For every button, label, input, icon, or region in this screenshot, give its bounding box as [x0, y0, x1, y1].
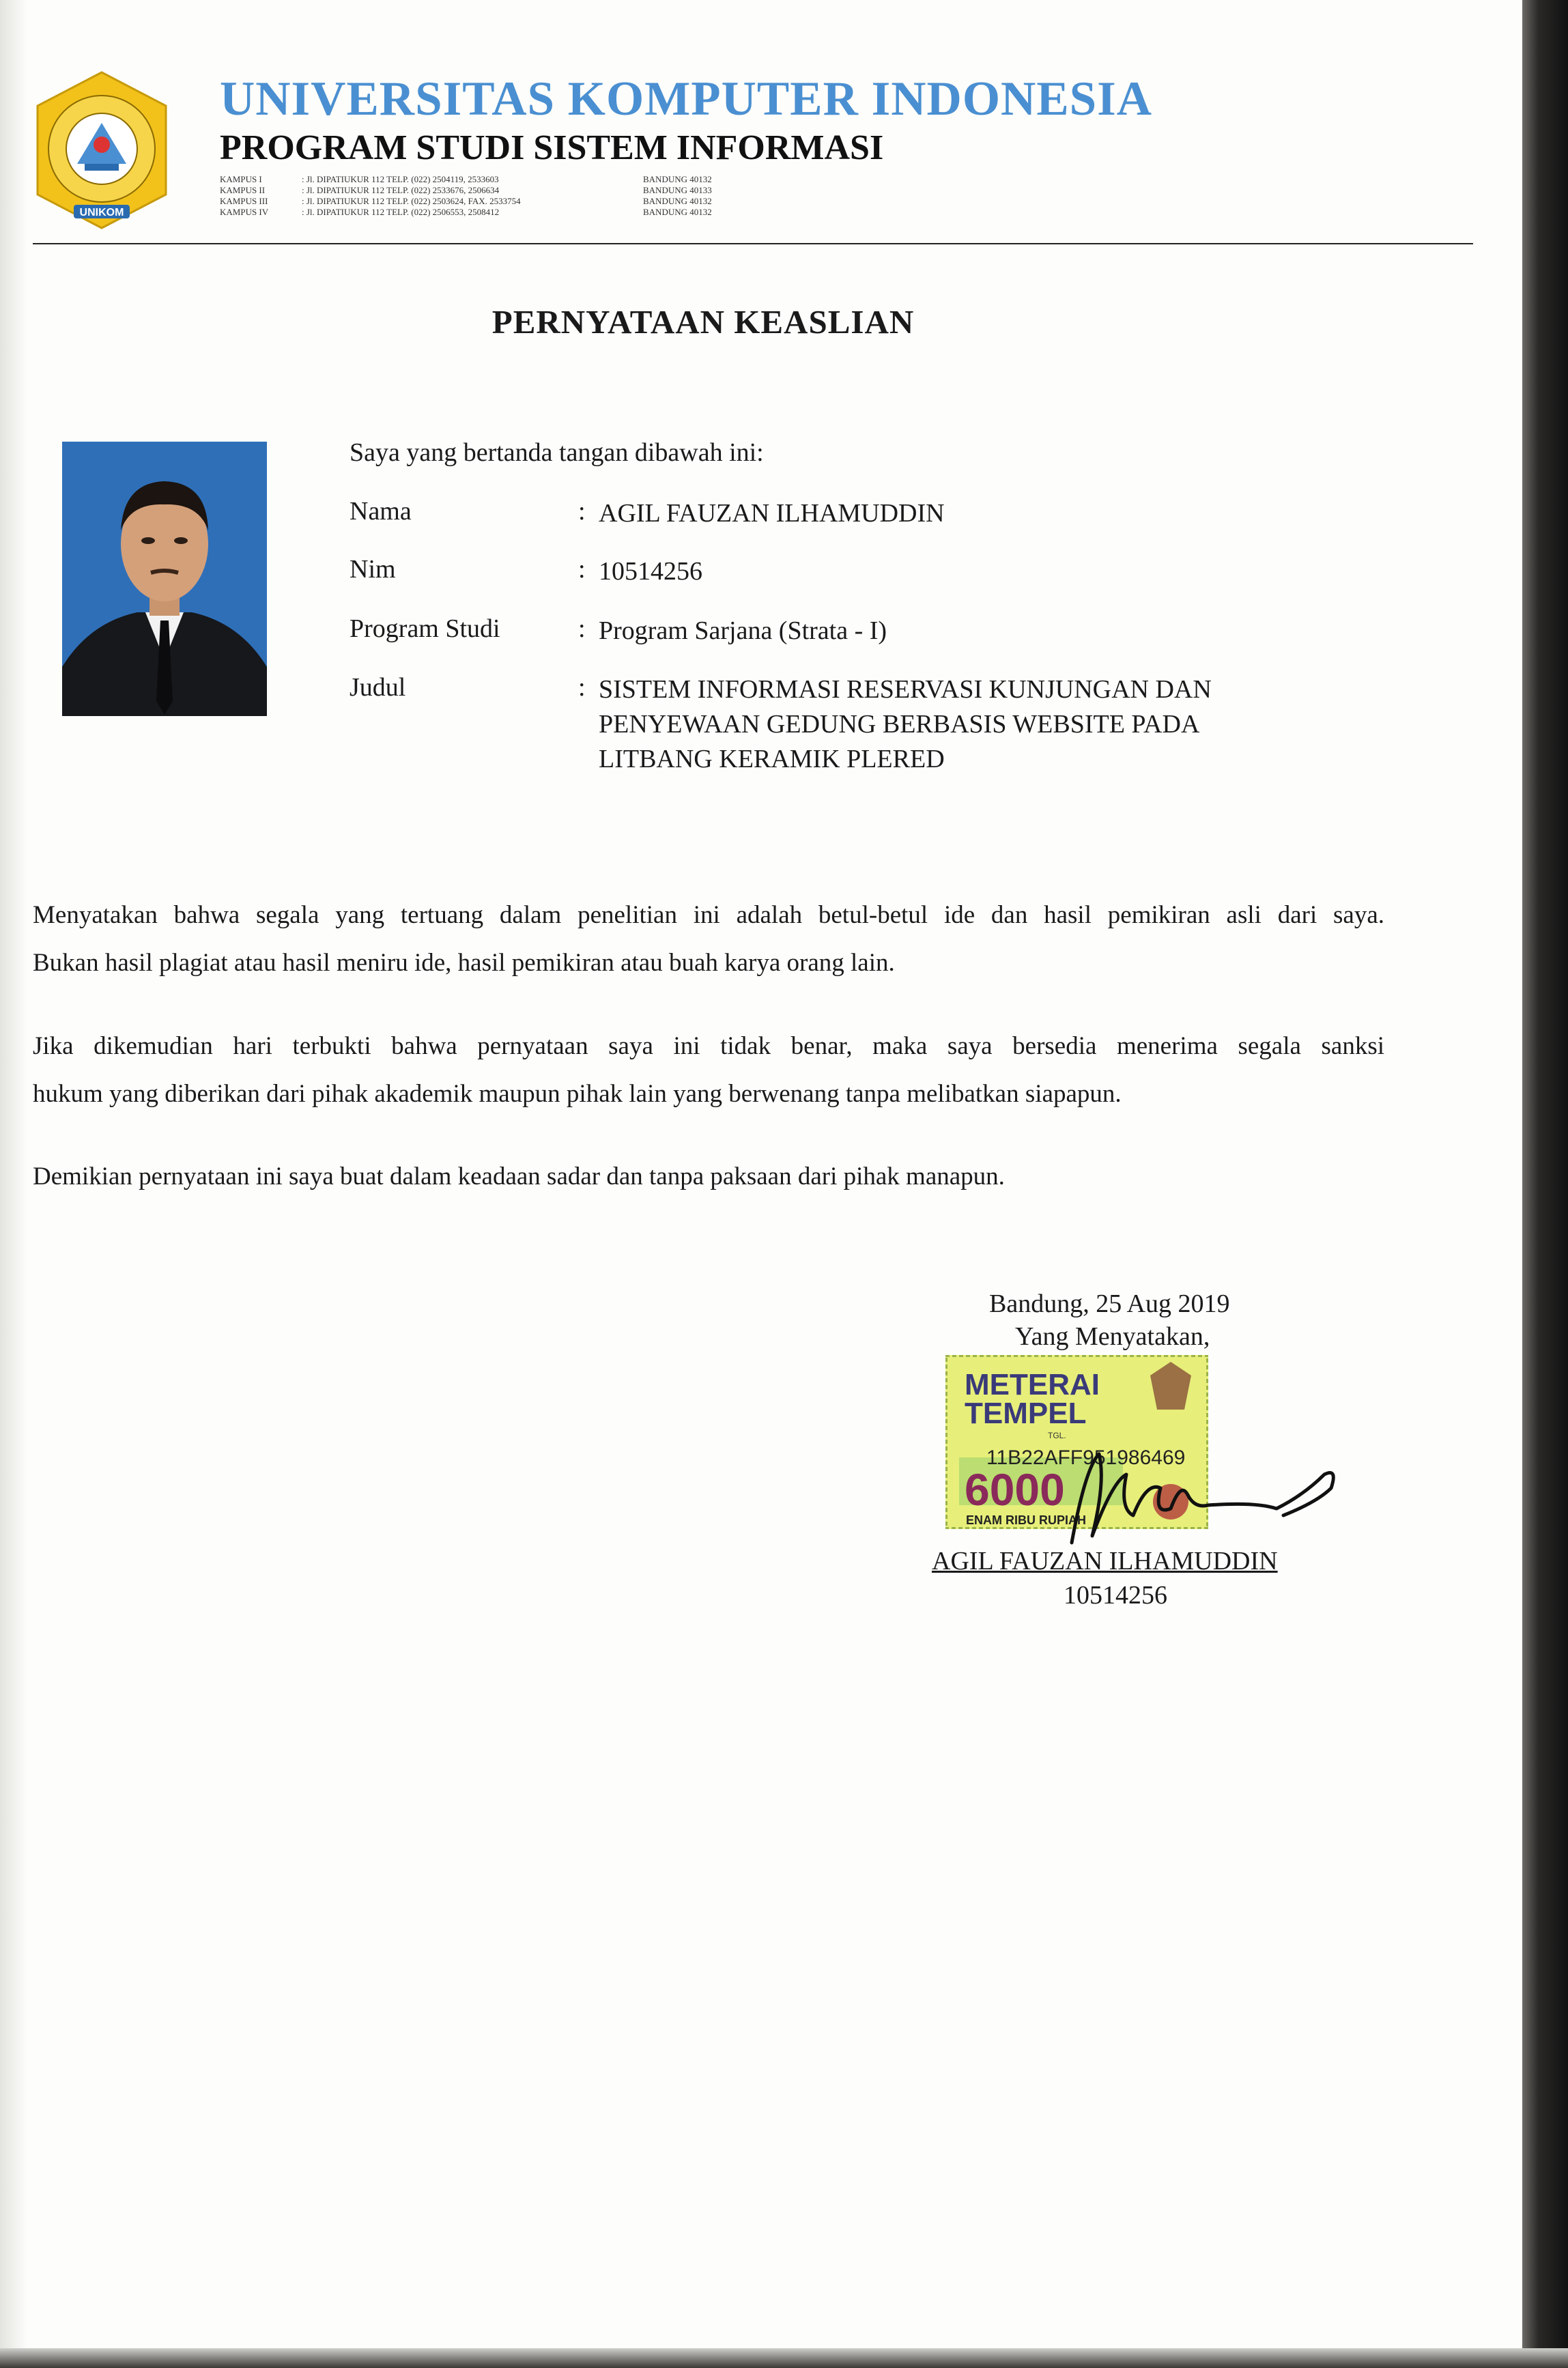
field-value — [599, 672, 1281, 777]
statement-paragraph — [33, 1023, 1384, 1118]
signer-name: AGIL FAUZAN ILHAMUDDIN — [932, 1547, 1278, 1575]
stamp-value: 6000 — [965, 1464, 1065, 1515]
field-value: 10514256 — [599, 557, 702, 586]
university-name: UNIVERSITAS KOMPUTER INDONESIA — [220, 72, 1153, 126]
header-divider — [33, 243, 1473, 244]
stamp-serial: 11B22AFF951986469 — [986, 1446, 1186, 1469]
field-colon: : — [578, 673, 586, 702]
field-value: AGIL FAUZAN ILHAMUDDIN — [599, 499, 945, 528]
field-nim — [350, 554, 1281, 589]
stamp-value-words: ENAM RIBU RUPIAH — [966, 1513, 1087, 1527]
field-label: Nama — [350, 497, 412, 526]
campus-name: KAMPUS I — [220, 174, 262, 184]
handwritten-signature — [1051, 1440, 1352, 1556]
page-shadow — [0, 0, 27, 2348]
campus-name: KAMPUS III — [220, 196, 268, 206]
field-label: Nim — [350, 555, 396, 584]
campus-address: : Jl. DIPATIUKUR 112 TELP. (022) 2533676, 2506634 — [302, 185, 500, 195]
student-photo — [62, 442, 267, 716]
stamp-line1: METERAI — [965, 1368, 1100, 1401]
stamp-line2: TEMPEL — [965, 1397, 1087, 1430]
campus-city: BANDUNG 40132 — [643, 196, 712, 206]
field-judul — [350, 672, 1281, 777]
field-label: Program Studi — [350, 614, 500, 643]
field-colon: : — [578, 614, 586, 643]
statement-paragraph — [33, 891, 1384, 987]
paragraph-line: Menyatakan bahwa segala yang tertuang dalam penelitian ini adalah betul-betul ide dan hasil pemikiran asli dari saya. — [33, 901, 1384, 929]
title-line: SISTEM INFORMASI RESERVASI KUNJUNGAN DAN — [599, 675, 1212, 704]
intro-text: Saya yang bertanda tangan dibawah ini: — [350, 438, 764, 467]
logo-text: UNIKOM — [79, 207, 124, 218]
campus-city: BANDUNG 40133 — [643, 185, 712, 195]
field-nama — [350, 496, 1281, 531]
campus-city: BANDUNG 40132 — [643, 207, 712, 217]
title-line: PENYEWAAN GEDUNG BERBASIS WEBSITE PADA — [599, 710, 1200, 739]
stamp-tgl: TGL. — [1048, 1431, 1066, 1440]
title-line: LITBANG KERAMIK PLERED — [599, 745, 945, 773]
campus-address: : Jl. DIPATIUKUR 112 TELP. (022) 2504119, 2533603 — [302, 174, 499, 184]
page-bottom-edge — [0, 2348, 1568, 2368]
program-name: PROGRAM STUDI SISTEM INFORMASI — [220, 128, 884, 167]
field-colon: : — [578, 497, 586, 526]
statement-paragraph — [33, 1153, 1384, 1201]
signer-nim: 10514256 — [1064, 1581, 1167, 1610]
campus-name: KAMPUS II — [220, 185, 266, 195]
signature-place-date: Bandung, 25 Aug 2019 — [989, 1289, 1230, 1318]
campus-row — [220, 174, 752, 185]
campus-name: KAMPUS IV — [220, 207, 269, 217]
paragraph-line: Bukan hasil plagiat atau hasil meniru ide, hasil pemikiran atau buah karya orang lain. — [33, 949, 895, 977]
paragraph-line: Jika dikemudian hari terbukti bahwa pernyataan saya ini tidak benar, maka saya bersedia menerima segala sanksi — [33, 1032, 1384, 1060]
document-title: PERNYATAAN KEASLIAN — [491, 303, 915, 341]
campus-row — [220, 207, 752, 218]
field-value: Program Sarjana (Strata - I) — [599, 616, 887, 645]
book-binding — [1522, 0, 1568, 2368]
field-label: Judul — [350, 673, 406, 702]
campus-row — [220, 196, 752, 207]
campus-list — [220, 174, 752, 218]
campus-address: : Jl. DIPATIUKUR 112 TELP. (022) 2503624, FAX. 2533754 — [302, 196, 521, 206]
campus-address: : Jl. DIPATIUKUR 112 TELP. (022) 2506553, 2508412 — [302, 207, 500, 217]
field-colon: : — [578, 555, 586, 584]
campus-row — [220, 185, 752, 196]
paragraph-line: Demikian pernyataan ini saya buat dalam keadaan sadar dan tanpa paksaan dari pihak manapun. — [33, 1162, 1005, 1190]
paragraph-line: hukum yang diberikan dari pihak akademik maupun pihak lain yang berwenang tanpa melibatkan siapapun. — [33, 1080, 1122, 1108]
field-program-studi — [350, 614, 1281, 648]
unikom-logo — [26, 68, 177, 232]
signature-role: Yang Menyatakan, — [1015, 1322, 1210, 1351]
campus-city: BANDUNG 40132 — [643, 174, 712, 184]
